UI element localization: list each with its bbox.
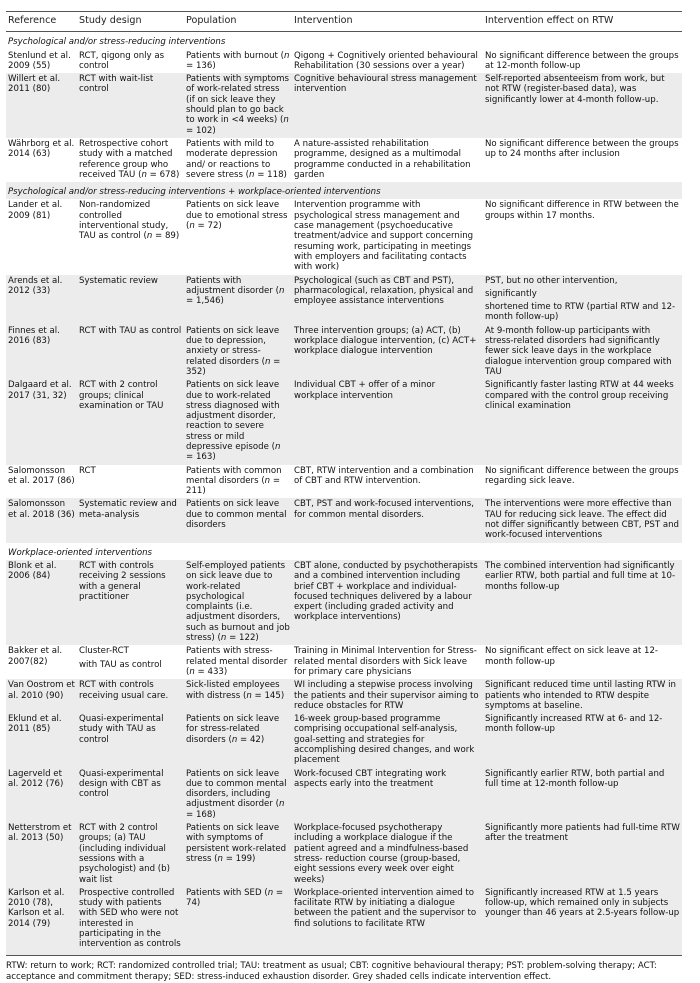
cell-effect: The combined intervention had significantly earlier RTW, both partial and full time at 10-months follow-up [483,560,682,645]
table-row [6,560,682,645]
cell-reference: Bakker et al. 2007(82) [8,646,63,667]
cell-study-design: Systematic review and meta-analysis [77,498,184,542]
cell-reference: Salomonsson et al. 2018 (36) [6,498,77,542]
cell-intervention: Work-focused CBT integrating work aspects early into the treatment [292,768,483,822]
header-row [6,12,682,32]
cell-effect: Significantly faster lasting RTW at 44 weeks compared with the control group receiving clinical examination [483,379,682,464]
section-header-row [6,543,682,560]
cell-population: Patients on sick leave due to depression, anxiety or stress-related disorders (n = 352) [184,325,292,379]
cell-study-design: RCT with TAU as control [77,325,184,379]
cell-reference: Willert et al. 2011 (80) [6,73,77,138]
cell-population: Sick-listed employees with distress (n = 145) [184,679,292,713]
table-row [6,50,682,74]
cell-reference: Stenlund et al. 2009 (55) [8,50,71,71]
cell-study-design: Prospective controlled study with patients with SED who were not interested in participating in the intervention as controls [77,887,184,955]
cell-effect-line: PST, but no other intervention, [485,275,618,286]
cell-intervention: WI including a stepwise process involving the patients and their supervisor aiming to reduce obstacles for RTW [292,679,483,713]
cell-reference: Währborg et al. 2014 (63) [8,138,75,160]
cell-effect [483,275,682,325]
cell-reference: Van Oostrom et al. 2010 (90) [6,679,77,713]
cell-intervention: CBT, RTW intervention and a combination of CBT and RTW intervention. [294,465,474,486]
cell-effect: No significant difference between the groups up to 24 months after inclusion [485,138,679,160]
rtw-interventions-table [6,12,682,956]
cell-effect: Significantly more patients had full-time RTW after the treatment [483,822,682,887]
table-footnote: RTW: return to work; RCT: randomized controlled trial; TAU: treatment as usual; CBT: cognitive behavioural therapy; PST: problem-solving therapy; ACT: acceptance and commitment therapy; SED: stress-induced exhaustion disorder. Grey shaded cells indicate intervention effect. [6,960,657,982]
table-row [6,138,682,182]
cell-intervention: Three intervention groups; (a) ACT, (b) workplace dialogue intervention, (c) ACT+ workplace dialogue intervention [292,325,483,379]
cell-study-design: Retrospective cohort study with a matched reference group who received TAU (n = 678) [79,138,180,180]
cell-effect-line: shortened time to RTW (partial RTW and 12-month follow-up) [485,302,676,323]
cell-study-design: RCT with 2 control groups; clinical examination or TAU [77,379,184,464]
cell-population: Patients on sick leave due to common mental disorders, including adjustment disorder (n = 168) [184,768,292,822]
cell-population: Self-employed patients on sick leave due to work-related psychological complaints (i.e. adjustment disorders, such as burnout and job stress) (n = 122) [184,560,292,645]
cell-intervention: Workplace-oriented intervention aimed to facilitate RTW by initiating a dialogue between the patient and the supervisor to find solutions to facilitate RTW [292,887,483,955]
cell-population: Patients with adjustment disorder (n = 1,546) [184,275,292,325]
cell-intervention: Qigong + Cognitively oriented behavioural Rehabilitation (30 sessions over a year) [294,50,478,71]
section-title: Psychological and/or stress-reducing interventions + workplace-oriented interventions [6,182,682,199]
cell-study-design: RCT with controls receiving 2 sessions with a general practitioner [77,560,184,645]
cell-study-design: Quasi-experimental study with TAU as control [77,713,184,767]
cell-study-design-line: Cluster-RCT [79,646,129,657]
cell-intervention: 16-week group-based programme comprising occupational self-analysis, goal-setting and strategies for accomplishing desired changes, and work placement [292,713,483,767]
cell-effect: No significant effect on sick leave at 12-month follow-up [485,646,659,667]
cell-intervention: Intervention programme with psychological stress management and case management (psychoeducative treatment/advice and support concerning resuming work, participating in meetings with employers and facilitating contacts with work) [294,200,474,273]
table-row [6,822,682,887]
cell-study-design: RCT with wait-list control [77,73,184,138]
section-title: Psychological and/or stress-reducing interventions [8,37,226,48]
table-row [6,887,682,955]
cell-population: Patients with stress-related mental disorder (n = 433) [186,646,288,677]
cell-study-design-line: with TAU as control [79,659,162,670]
cell-intervention: Training in Minimal Intervention for Stress-related mental disorders with Sick leave for primary care physicians [294,646,477,677]
cell-population: Patients on sick leave with symptoms of persistent work-related stress (n = 199) [184,822,292,887]
table-row [6,379,682,464]
table-row [6,713,682,767]
table-row [6,768,682,822]
cell-effect-line: significantly [485,288,537,299]
cell-effect: The interventions were more effective than TAU for reducing sick leave. The effect did not differ significantly between CBT, PST and work-focused interventions [483,498,682,542]
cell-population: Patients on sick leave due to emotional stress (n = 72) [186,200,288,232]
cell-population: Patients on sick leave for stress-related disorders (n = 42) [184,713,292,767]
cell-study-design: RCT, qigong only as control [79,50,165,71]
cell-effect: Significantly increased RTW at 1.5 years follow-up, which remained only in subjects younger than 46 years at 2.5-years follow-up [483,887,682,955]
cell-reference: Eklund et al. 2011 (85) [6,713,77,767]
cell-effect: Significantly earlier RTW, both partial and full time at 12-month follow-up [483,768,682,822]
table-row [6,498,682,542]
cell-population: Patients with SED (n = 74) [184,887,292,955]
cell-study-design: Systematic review [77,275,184,325]
header-intervention: Intervention [292,12,483,32]
cell-population: Patients with common mental disorders (n = 211) [186,465,282,497]
cell-reference: Karlson et al. 2010 (78), Karlson et al. 2014 (79) [6,887,77,955]
cell-reference: Arends et al. 2012 (33) [6,275,77,325]
cell-effect: No significant difference between the groups regarding sick leave. [485,465,679,486]
table-row [6,199,682,274]
header-study-design: Study design [77,12,184,32]
table-row [6,465,682,499]
cell-effect: No significant difference in RTW between the groups within 17 months. [485,200,679,221]
cell-reference: Dalgaard et al. 2017 (31, 32) [6,379,77,464]
cell-intervention: CBT, PST and work-focused interventions, for common mental disorders. [292,498,483,542]
cell-population: Patients on sick leave due to work-related stress diagnosed with adjustment disorder, reaction to severe stress or mild depressive episode (n = 163) [184,379,292,464]
cell-intervention: Psychological (such as CBT and PST), pharmacological, relaxation, physical and employee assistance interventions [292,275,483,325]
cell-study-design: RCT with controls receiving usual care. [77,679,184,713]
cell-study-design [77,645,184,679]
table-container [6,0,682,983]
cell-reference: Finnes et al. 2016 (83) [6,325,77,379]
cell-study-design: Quasi-experimental design with CBT as control [77,768,184,822]
cell-reference: Lander et al. 2009 (81) [8,200,63,221]
section-title: Workplace-oriented interventions [8,547,153,558]
table-row [6,73,682,138]
header-reference: Reference [6,12,77,32]
cell-intervention: Workplace-focused psychotherapy including a workplace dialogue if the patient agreed and a mindfulness-based stress- reduction course (group-based, eight sessions every week over eight weeks) [292,822,483,887]
header-population: Population [184,12,292,32]
cell-effect: Significantly increased RTW at 6- and 12-month follow-up [483,713,682,767]
cell-effect: No significant difference between the groups at 12-month follow-up [485,50,679,71]
cell-intervention: Individual CBT + offer of a minor workplace intervention [292,379,483,464]
cell-population: Patients with burnout (n = 136) [186,50,290,71]
cell-effect: Significant reduced time until lasting RTW in patients who intended to RTW despite symptoms at baseline. [483,679,682,713]
cell-population: Patients with symptoms of work-related stress (if on sick leave they should plan to go back to work in <4 weeks) (n = 102) [184,73,292,138]
table-row [6,275,682,325]
section-header-row [6,182,682,199]
table-body [6,32,682,955]
cell-reference: Salomonsson et al. 2017 (86) [8,465,75,486]
table-row [6,645,682,679]
cell-effect: At 9-month follow-up participants with stress-related disorders had significantly fewer sick leave days in the workplace dialogue intervention group compared with TAU [483,325,682,379]
cell-reference: Blonk et al. 2006 (84) [6,560,77,645]
cell-intervention: A nature-assisted rehabilitation programme, designed as a multimodal programme conducted in a rehabilitation garden [294,138,471,180]
table-row [6,679,682,713]
cell-population: Patients on sick leave due to common mental disorders [184,498,292,542]
cell-reference: Netterstrom et al. 2013 (50) [6,822,77,887]
cell-population: Patients with mild to moderate depression and/ or reactions to severe stress (n = 118) [186,138,287,180]
cell-reference: Lagerveld et al. 2012 (76) [6,768,77,822]
cell-intervention: Cognitive behavioural stress management intervention [292,73,483,138]
section-header-row [6,32,682,50]
cell-study-design: Non-randomized controlled interventional study, TAU as control (n = 89) [79,200,180,242]
table-row [6,325,682,379]
header-effect: Intervention effect on RTW [483,12,682,32]
cell-study-design: RCT with 2 control groups; (a) TAU (including individual sessions with a psychologist) and (b) wait list [77,822,184,887]
cell-study-design: RCT [79,465,96,476]
cell-effect: Self-reported absenteeism from work, but not RTW (register-based data), was significantly lower at 4-month follow-up. [483,73,682,138]
cell-intervention: CBT alone, conducted by psychotherapists and a combined intervention including brief CBT + workplace and individual-focused techniques delivered by a labour expert (including graded activity and workplace interventions) [292,560,483,645]
